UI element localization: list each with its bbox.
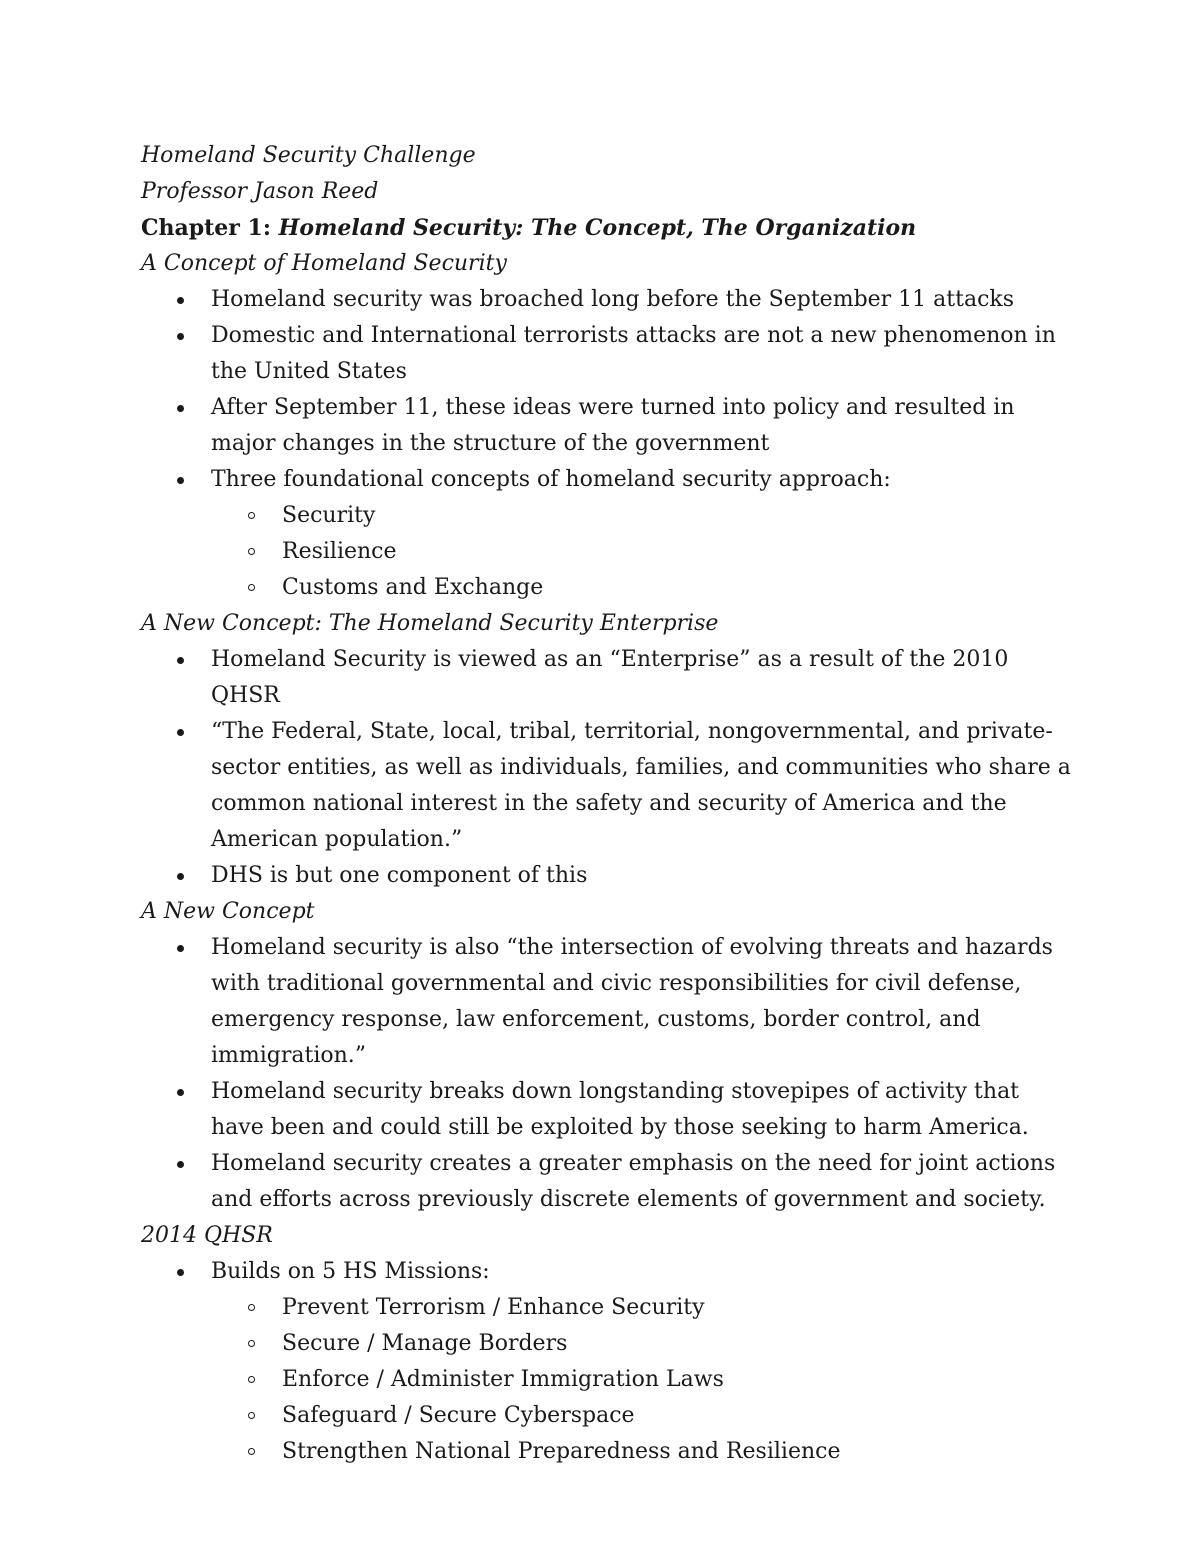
sub-list-item (141, 1434, 1071, 1470)
list-item (141, 282, 1071, 318)
section-heading: A New Concept (141, 899, 315, 924)
hollow-bullet-icon (248, 1376, 255, 1383)
list-item-text: DHS is but one component of this (211, 863, 588, 888)
chapter-prefix: Chapter 1: (141, 215, 279, 241)
sub-list-item-text: Strengthen National Preparedness and Resilience (282, 1439, 841, 1464)
professor-name: Professor Jason Reed (141, 179, 379, 204)
hollow-bullet-icon (248, 512, 255, 519)
list-item-text: Builds on 5 HS Missions: (211, 1259, 490, 1284)
sub-list-item-text: Resilience (282, 539, 397, 564)
list-item-text: Homeland security breaks down longstanding stovepipes of activity that have been and could still be exploited by those seeking to harm America. (211, 1079, 1029, 1140)
hollow-bullet-icon (248, 584, 255, 591)
list-item (141, 1074, 1071, 1146)
hollow-bullet-icon (248, 1304, 255, 1311)
section-heading: 2014 QHSR (141, 1223, 273, 1248)
filled-bullet-icon (177, 729, 184, 736)
filled-bullet-icon (177, 1089, 184, 1096)
section-heading: A Concept of Homeland Security (141, 251, 507, 276)
list-item (141, 390, 1071, 462)
list-item-text: Three foundational concepts of homeland security approach: (211, 467, 891, 492)
filled-bullet-icon (177, 1269, 184, 1276)
filled-bullet-icon (177, 297, 184, 304)
list-item-text: Homeland security was broached long before the September 11 attacks (211, 287, 1015, 312)
document-page (141, 138, 1071, 1470)
chapter-title: Homeland Security: The Concept, The Organization (278, 215, 917, 241)
section-heading: A New Concept: The Homeland Security Enterprise (141, 611, 719, 636)
sub-bullet-list (141, 498, 1071, 606)
sub-list-item-text: Security (282, 503, 376, 528)
list-item (141, 1254, 1071, 1290)
filled-bullet-icon (177, 405, 184, 412)
sub-list-item (141, 1326, 1071, 1362)
list-item-text: “The Federal, State, local, tribal, territorial, nongovernmental, and private-sector entities, as well as individuals, families, and communities who share a common national interest in the safety and security of America and the American population.” (211, 719, 1071, 852)
list-item (141, 642, 1071, 714)
hollow-bullet-icon (248, 548, 255, 555)
list-item (141, 1146, 1071, 1218)
sub-list-item (141, 534, 1071, 570)
hollow-bullet-icon (248, 1412, 255, 1419)
sub-list-item (141, 498, 1071, 534)
sub-list-item-text: Enforce / Administer Immigration Laws (282, 1367, 724, 1392)
filled-bullet-icon (177, 873, 184, 880)
filled-bullet-icon (177, 945, 184, 952)
chapter-heading (141, 210, 1071, 246)
sub-list-item (141, 1290, 1071, 1326)
list-item (141, 714, 1071, 858)
hollow-bullet-icon (248, 1448, 255, 1455)
course-title: Homeland Security Challenge (141, 143, 476, 168)
filled-bullet-icon (177, 477, 184, 484)
sub-list-item (141, 1398, 1071, 1434)
list-item-text: Domestic and International terrorists attacks are not a new phenomenon in the United States (211, 323, 1056, 384)
filled-bullet-icon (177, 1161, 184, 1168)
bullet-list (141, 930, 1071, 1218)
list-item (141, 930, 1071, 1074)
list-item-text: Homeland Security is viewed as an “Enterprise” as a result of the 2010 QHSR (211, 647, 1009, 708)
list-item (141, 318, 1071, 390)
hollow-bullet-icon (248, 1340, 255, 1347)
sub-list-item-text: Secure / Manage Borders (282, 1331, 568, 1356)
list-item (141, 858, 1071, 894)
list-item-text: After September 11, these ideas were turned into policy and resulted in major changes in the structure of the government (211, 395, 1015, 456)
sub-list-item-text: Prevent Terrorism / Enhance Security (282, 1295, 705, 1320)
bullet-list (141, 1254, 1071, 1290)
sub-list-item (141, 570, 1071, 606)
sub-list-item (141, 1362, 1071, 1398)
list-item-text: Homeland security is also “the intersection of evolving threats and hazards with traditional governmental and civic responsibilities for civil defense, emergency response, law enforcement, customs, border control, and immigration.” (211, 935, 1053, 1068)
filled-bullet-icon (177, 657, 184, 664)
bullet-list (141, 642, 1071, 894)
bullet-list (141, 282, 1071, 498)
sub-bullet-list (141, 1290, 1071, 1470)
filled-bullet-icon (177, 333, 184, 340)
sub-list-item-text: Customs and Exchange (282, 575, 544, 600)
list-item-text: Homeland security creates a greater emphasis on the need for joint actions and efforts across previously discrete elements of government and society. (211, 1151, 1056, 1212)
sub-list-item-text: Safeguard / Secure Cyberspace (282, 1403, 635, 1428)
list-item (141, 462, 1071, 498)
